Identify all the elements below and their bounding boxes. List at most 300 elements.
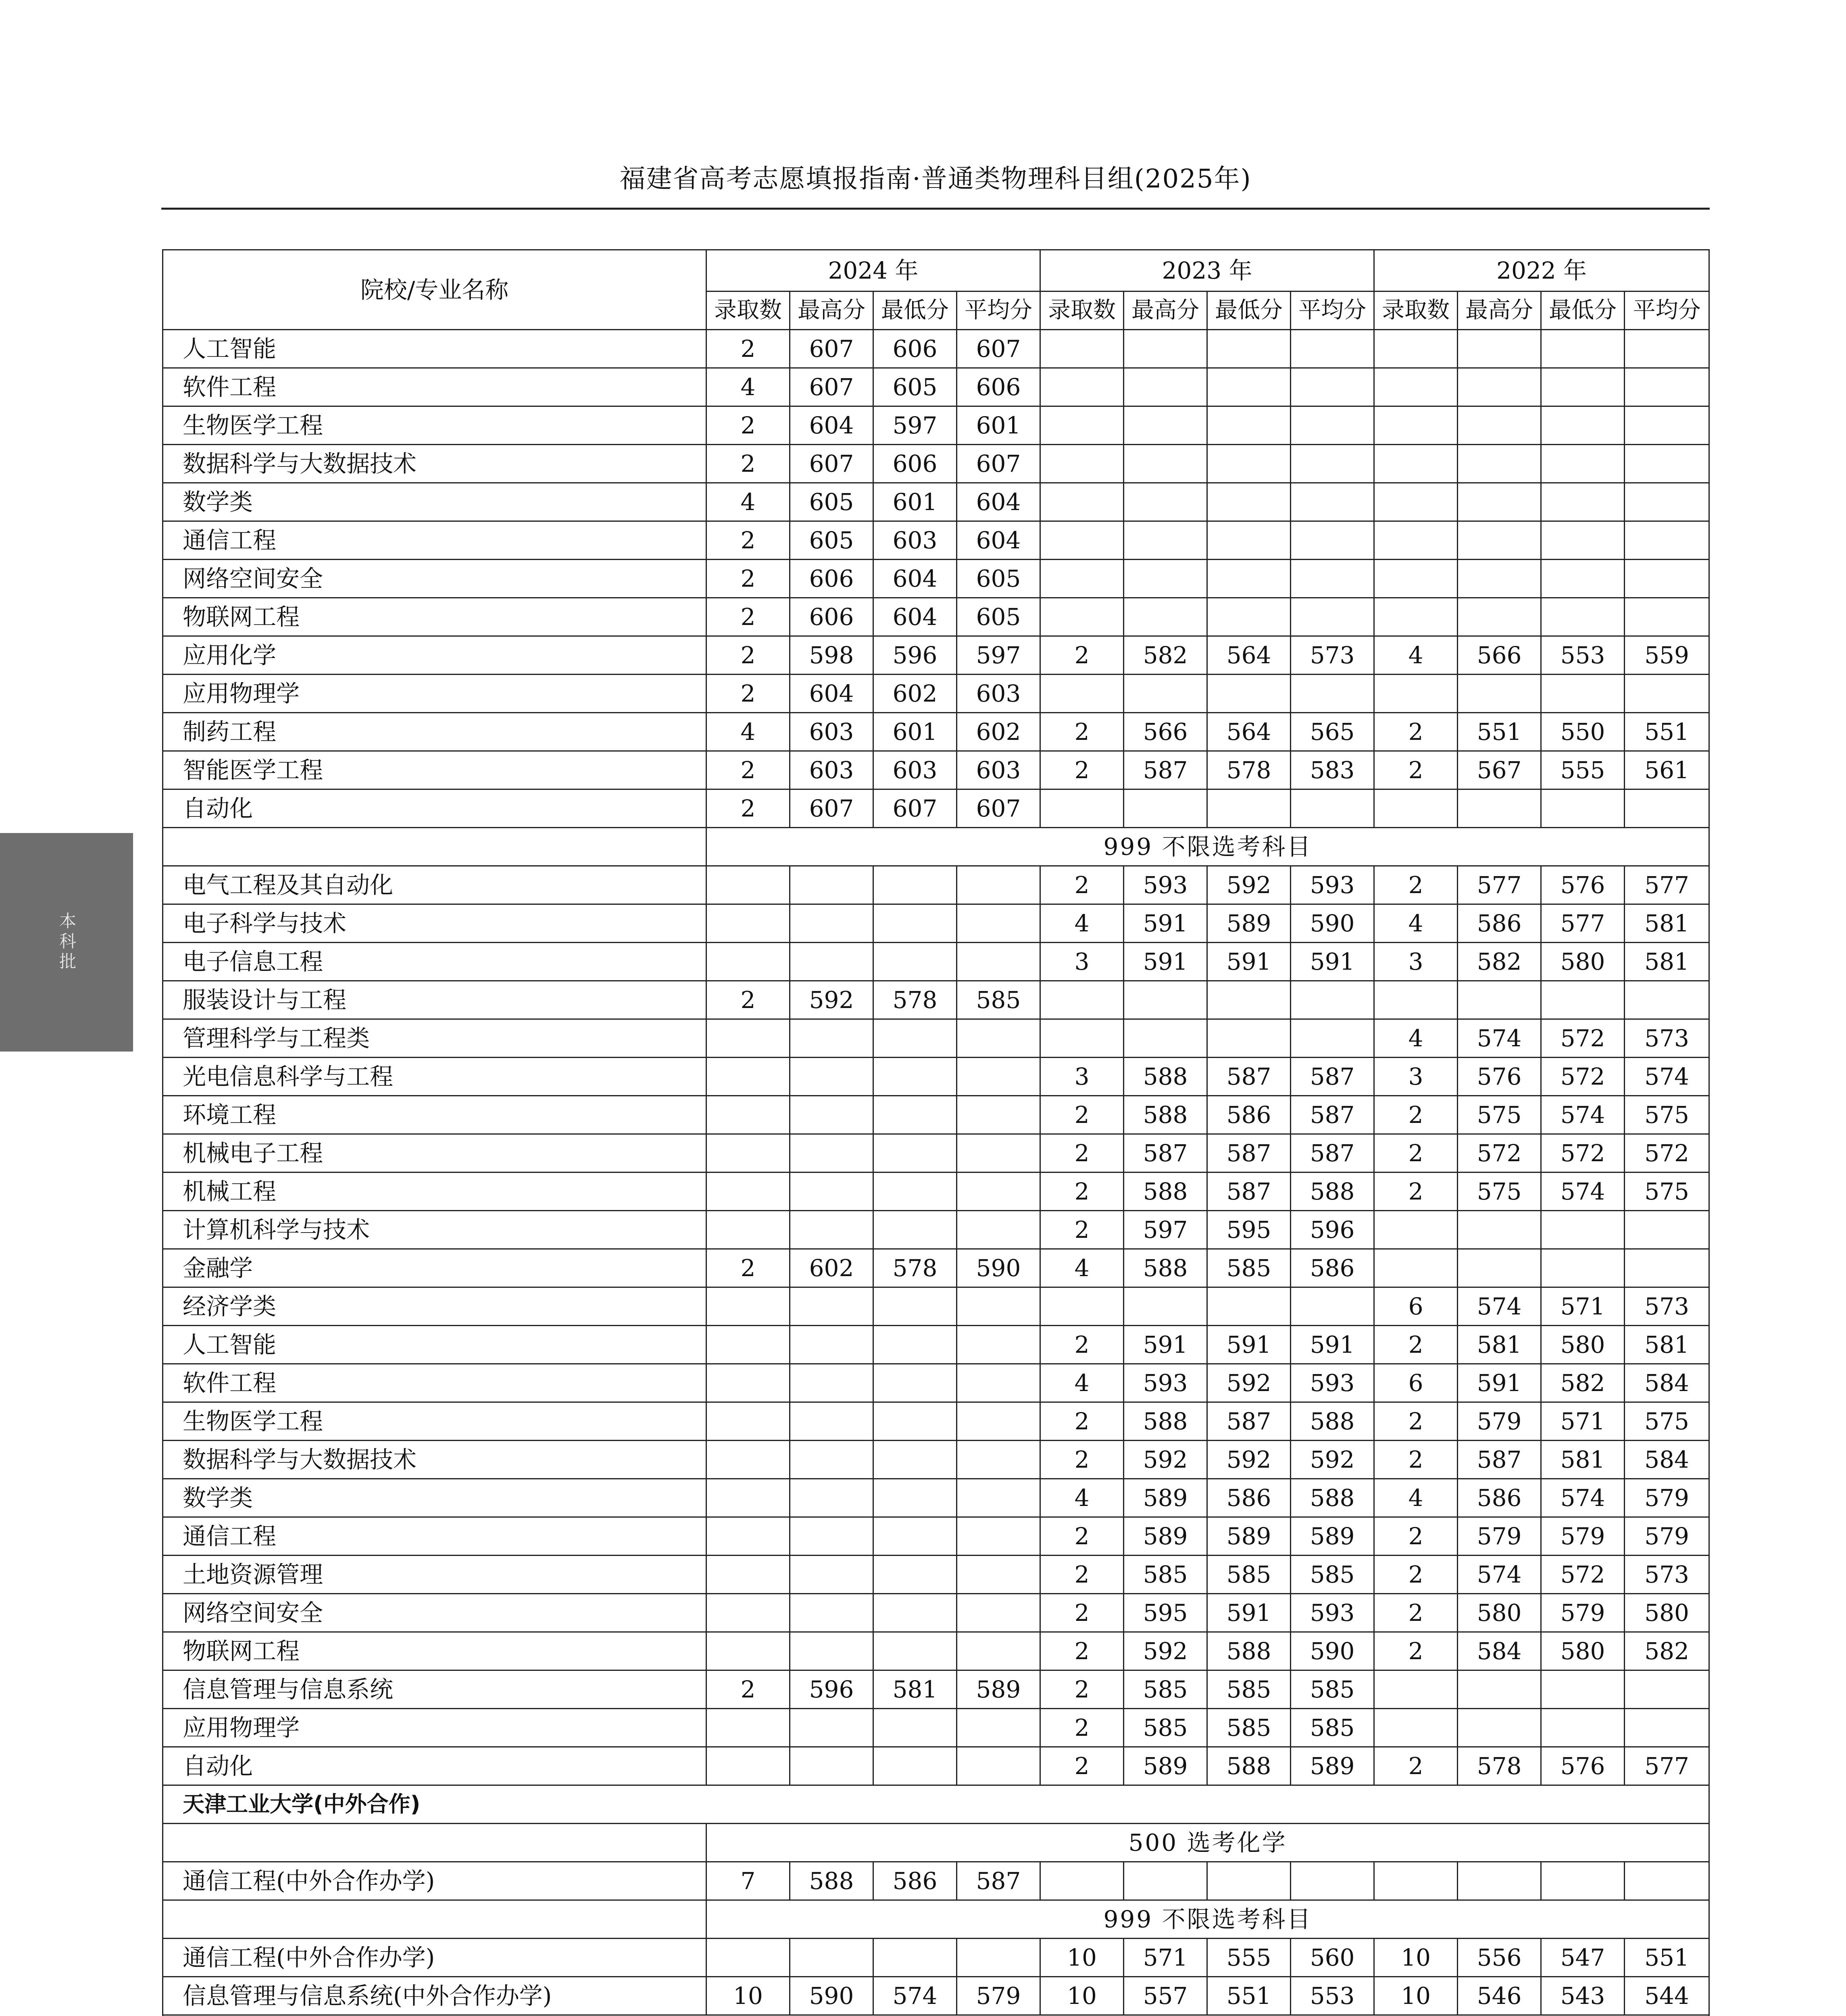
score-cell: 2 — [1374, 713, 1458, 751]
score-cell: 556 — [1458, 1939, 1541, 1977]
score-cell: 559 — [1625, 636, 1709, 675]
score-cell: 6 — [1374, 1364, 1458, 1402]
score-cell: 591 — [1124, 1326, 1207, 1364]
score-cell — [873, 1402, 957, 1441]
score-cell: 604 — [957, 521, 1040, 560]
score-cell: 574 — [1541, 1173, 1625, 1211]
score-cell: 2 — [1374, 1517, 1458, 1556]
score-cell — [957, 1134, 1040, 1173]
score-cell: 581 — [1625, 904, 1709, 943]
side-tab — [0, 833, 133, 1052]
score-cell — [1124, 1287, 1207, 1326]
score-cell: 2 — [706, 330, 790, 368]
score-cell: 589 — [1207, 904, 1291, 943]
score-cell: 581 — [1625, 943, 1709, 981]
major-name: 数学类 — [163, 483, 706, 521]
score-cell: 587 — [1124, 751, 1207, 789]
score-cell — [1124, 1019, 1207, 1058]
score-cell — [1207, 598, 1291, 636]
table-row — [163, 598, 1709, 636]
score-cell — [1040, 789, 1124, 828]
score-cell: 2 — [1374, 1173, 1458, 1211]
score-cell: 604 — [790, 406, 873, 445]
score-cell — [1207, 981, 1291, 1019]
score-cell: 4 — [1040, 1479, 1124, 1517]
major-name: 软件工程 — [163, 1364, 706, 1402]
score-cell: 573 — [1625, 1019, 1709, 1058]
score-cell: 592 — [1124, 1441, 1207, 1479]
score-cell: 577 — [1625, 1747, 1709, 1785]
score-cell: 2 — [706, 598, 790, 636]
table-row — [163, 1134, 1709, 1173]
score-cell — [957, 904, 1040, 943]
table-row — [163, 1364, 1709, 1402]
major-name: 智能医学工程 — [163, 751, 706, 789]
score-cell: 580 — [1458, 1594, 1541, 1632]
score-cell: 581 — [1625, 1326, 1709, 1364]
major-name: 环境工程 — [163, 1096, 706, 1134]
score-cell — [790, 1709, 873, 1747]
score-cell: 585 — [1207, 1556, 1291, 1594]
score-cell — [790, 943, 873, 981]
score-cell: 2 — [1040, 1670, 1124, 1709]
score-cell — [1458, 483, 1541, 521]
table-row — [163, 1670, 1709, 1709]
score-cell: 588 — [1291, 1479, 1374, 1517]
score-cell: 588 — [1207, 1632, 1291, 1670]
major-name: 生物医学工程 — [163, 406, 706, 445]
score-cell: 601 — [957, 406, 1040, 445]
score-cell: 575 — [1625, 1173, 1709, 1211]
score-cell — [1291, 368, 1374, 406]
score-cell: 574 — [1625, 1058, 1709, 1096]
score-cell — [1291, 560, 1374, 598]
score-cell: 2 — [1040, 1326, 1124, 1364]
score-cell: 2 — [1374, 751, 1458, 789]
score-cell: 550 — [1541, 713, 1625, 751]
score-cell — [1291, 1287, 1374, 1326]
score-cell — [790, 1594, 873, 1632]
score-cell — [1625, 981, 1709, 1019]
score-cell: 576 — [1541, 866, 1625, 904]
score-cell: 4 — [1040, 1249, 1124, 1287]
major-name: 通信工程 — [163, 1517, 706, 1556]
subject-requirement-row — [163, 1900, 1709, 1939]
table-row — [163, 1058, 1709, 1096]
score-cell — [1291, 406, 1374, 445]
table-row — [163, 1402, 1709, 1441]
score-cell: 606 — [790, 560, 873, 598]
score-cell — [706, 1479, 790, 1517]
score-cell: 601 — [873, 713, 957, 751]
score-cell: 595 — [1207, 1211, 1291, 1249]
score-cell: 4 — [706, 713, 790, 751]
score-cell: 604 — [790, 675, 873, 713]
score-cell: 603 — [957, 675, 1040, 713]
score-cell: 4 — [1040, 904, 1124, 943]
score-cell: 2 — [706, 560, 790, 598]
score-cell — [1124, 368, 1207, 406]
score-cell: 603 — [873, 751, 957, 789]
score-cell: 591 — [1124, 904, 1207, 943]
score-cell — [706, 1594, 790, 1632]
score-cell — [1625, 521, 1709, 560]
score-cell: 590 — [1291, 904, 1374, 943]
score-cell: 10 — [706, 1977, 790, 2015]
score-cell: 589 — [1124, 1747, 1207, 1785]
score-cell: 2 — [1040, 1632, 1124, 1670]
score-cell — [1207, 789, 1291, 828]
score-cell — [1124, 445, 1207, 483]
sub-header-avg: 平均分 — [1291, 292, 1374, 330]
major-name: 物联网工程 — [163, 1632, 706, 1670]
score-cell: 589 — [1291, 1517, 1374, 1556]
score-cell: 555 — [1207, 1939, 1291, 1977]
sub-header-min: 最低分 — [873, 292, 957, 330]
score-cell: 580 — [1541, 1632, 1625, 1670]
score-cell: 605 — [957, 560, 1040, 598]
score-cell: 593 — [1124, 1364, 1207, 1402]
score-cell: 2 — [1040, 1594, 1124, 1632]
score-cell: 592 — [1207, 1441, 1291, 1479]
score-cell — [1458, 445, 1541, 483]
score-cell — [790, 1479, 873, 1517]
score-cell: 582 — [1625, 1632, 1709, 1670]
score-cell: 587 — [1291, 1058, 1374, 1096]
score-cell — [957, 1211, 1040, 1249]
year-header-2024: 2024 年 — [706, 250, 1040, 292]
score-cell — [790, 866, 873, 904]
major-name: 物联网工程 — [163, 598, 706, 636]
score-cell — [790, 1019, 873, 1058]
score-cell: 602 — [873, 675, 957, 713]
score-cell — [873, 1517, 957, 1556]
table-row — [163, 1594, 1709, 1632]
score-cell: 551 — [1207, 1977, 1291, 2015]
score-cell: 2 — [1374, 1402, 1458, 1441]
score-cell: 2 — [1040, 1556, 1124, 1594]
score-cell — [1207, 406, 1291, 445]
score-cell: 2 — [1040, 1173, 1124, 1211]
score-cell — [1374, 1862, 1458, 1900]
score-cell: 607 — [790, 789, 873, 828]
score-cell — [873, 1709, 957, 1747]
score-cell — [706, 1326, 790, 1364]
score-cell: 3 — [1040, 1058, 1124, 1096]
score-cell: 607 — [790, 368, 873, 406]
score-cell: 546 — [1458, 1977, 1541, 2015]
blank-cell — [163, 1900, 706, 1939]
score-cell: 573 — [1625, 1556, 1709, 1594]
table-row — [163, 1479, 1709, 1517]
score-cell — [1625, 560, 1709, 598]
score-cell: 597 — [1124, 1211, 1207, 1249]
table-row — [163, 943, 1709, 981]
table-row — [163, 1747, 1709, 1785]
score-cell: 598 — [790, 636, 873, 675]
sub-header-avg: 平均分 — [1625, 292, 1709, 330]
score-cell — [1124, 598, 1207, 636]
score-cell: 2 — [706, 521, 790, 560]
score-cell: 2 — [706, 1249, 790, 1287]
score-cell — [1541, 560, 1625, 598]
score-cell: 578 — [873, 981, 957, 1019]
table-row — [163, 1862, 1709, 1900]
score-cell: 591 — [1124, 943, 1207, 981]
major-name: 自动化 — [163, 789, 706, 828]
table-row — [163, 1249, 1709, 1287]
score-cell: 2 — [1040, 1709, 1124, 1747]
sub-header-max: 最高分 — [790, 292, 873, 330]
score-cell — [1374, 521, 1458, 560]
table-row — [163, 1517, 1709, 1556]
score-cell — [873, 904, 957, 943]
score-cell: 574 — [873, 1977, 957, 2015]
score-cell: 586 — [1207, 1096, 1291, 1134]
score-cell — [706, 1939, 790, 1977]
table-row — [163, 445, 1709, 483]
major-name: 生物医学工程 — [163, 1402, 706, 1441]
score-cell — [1541, 981, 1625, 1019]
score-cell: 10 — [1374, 1939, 1458, 1977]
score-cell — [1541, 368, 1625, 406]
score-cell — [1625, 368, 1709, 406]
score-cell: 584 — [1625, 1364, 1709, 1402]
score-cell — [706, 1134, 790, 1173]
score-cell — [1374, 981, 1458, 1019]
score-cell — [1040, 598, 1124, 636]
score-cell: 581 — [873, 1670, 957, 1709]
score-cell — [1541, 789, 1625, 828]
score-cell: 592 — [1207, 866, 1291, 904]
score-cell — [1625, 483, 1709, 521]
table-row — [163, 1977, 1709, 2015]
score-cell — [1374, 1709, 1458, 1747]
score-cell — [1541, 1249, 1625, 1287]
major-name: 管理科学与工程类 — [163, 1019, 706, 1058]
score-cell — [1207, 1287, 1291, 1326]
table-row — [163, 981, 1709, 1019]
score-cell: 605 — [957, 598, 1040, 636]
table-row — [163, 751, 1709, 789]
major-name: 应用化学 — [163, 636, 706, 675]
score-cell: 603 — [957, 751, 1040, 789]
score-cell — [1374, 445, 1458, 483]
score-cell: 585 — [1207, 1709, 1291, 1747]
blank-cell — [163, 1824, 706, 1862]
score-cell: 579 — [1625, 1479, 1709, 1517]
score-cell — [706, 1556, 790, 1594]
score-cell: 580 — [1541, 1326, 1625, 1364]
score-cell — [1541, 675, 1625, 713]
score-cell: 560 — [1291, 1939, 1374, 1977]
score-cell: 586 — [1458, 904, 1541, 943]
major-name: 应用物理学 — [163, 675, 706, 713]
score-cell — [873, 943, 957, 981]
table-row — [163, 1019, 1709, 1058]
score-cell — [1625, 330, 1709, 368]
score-cell: 3 — [1374, 1058, 1458, 1096]
major-name: 电子信息工程 — [163, 943, 706, 981]
score-cell: 4 — [1374, 1479, 1458, 1517]
score-cell — [1625, 1709, 1709, 1747]
score-cell: 2 — [1040, 1096, 1124, 1134]
score-cell — [1207, 483, 1291, 521]
score-cell — [1124, 981, 1207, 1019]
score-cell: 591 — [1207, 1326, 1291, 1364]
score-cell: 587 — [957, 1862, 1040, 1900]
score-cell — [1374, 560, 1458, 598]
score-cell: 551 — [1625, 713, 1709, 751]
score-cell — [706, 1441, 790, 1479]
score-cell: 584 — [1458, 1632, 1541, 1670]
score-cell: 3 — [1374, 943, 1458, 981]
score-cell: 4 — [706, 483, 790, 521]
score-cell: 581 — [1458, 1326, 1541, 1364]
table-body — [163, 330, 1709, 2016]
table-row — [163, 560, 1709, 598]
score-cell: 553 — [1541, 636, 1625, 675]
score-cell — [1374, 1249, 1458, 1287]
score-cell — [790, 1173, 873, 1211]
table-row — [163, 1096, 1709, 1134]
score-cell: 585 — [1124, 1709, 1207, 1747]
score-cell — [1207, 521, 1291, 560]
score-cell — [957, 1019, 1040, 1058]
score-cell: 2 — [1374, 1594, 1458, 1632]
score-cell: 577 — [1625, 866, 1709, 904]
score-cell: 588 — [1124, 1173, 1207, 1211]
score-cell: 603 — [790, 713, 873, 751]
score-cell: 2 — [1040, 1441, 1124, 1479]
score-cell — [957, 1709, 1040, 1747]
score-cell: 547 — [1541, 1939, 1625, 1977]
score-cell — [957, 1441, 1040, 1479]
score-cell: 607 — [873, 789, 957, 828]
score-cell: 572 — [1541, 1058, 1625, 1096]
major-name: 信息管理与信息系统 — [163, 1670, 706, 1709]
score-cell: 2 — [1040, 1134, 1124, 1173]
score-cell: 607 — [957, 445, 1040, 483]
score-cell — [790, 1402, 873, 1441]
score-cell — [790, 1364, 873, 1402]
score-cell: 2 — [1040, 1402, 1124, 1441]
score-cell: 576 — [1541, 1747, 1625, 1785]
blank-cell — [163, 828, 706, 866]
major-name: 制药工程 — [163, 713, 706, 751]
score-cell — [957, 1287, 1040, 1326]
score-cell: 587 — [1207, 1134, 1291, 1173]
score-cell — [1124, 560, 1207, 598]
score-cell — [1207, 368, 1291, 406]
score-cell: 579 — [1458, 1517, 1541, 1556]
score-cell: 557 — [1124, 1977, 1207, 2015]
score-cell: 579 — [1541, 1517, 1625, 1556]
score-cell — [1291, 521, 1374, 560]
score-cell: 597 — [873, 406, 957, 445]
score-cell: 553 — [1291, 1977, 1374, 2015]
score-cell — [1207, 1019, 1291, 1058]
score-cell: 578 — [873, 1249, 957, 1287]
score-cell: 591 — [1207, 1594, 1291, 1632]
score-cell — [1291, 675, 1374, 713]
score-cell — [1625, 1670, 1709, 1709]
score-cell — [1374, 368, 1458, 406]
score-cell — [1458, 1709, 1541, 1747]
score-cell: 582 — [1458, 943, 1541, 981]
table-row — [163, 406, 1709, 445]
score-cell — [1291, 981, 1374, 1019]
table-row — [163, 521, 1709, 560]
score-cell: 595 — [1124, 1594, 1207, 1632]
score-cell — [957, 1594, 1040, 1632]
score-cell — [1458, 598, 1541, 636]
score-cell: 593 — [1291, 866, 1374, 904]
score-cell — [706, 1364, 790, 1402]
score-cell: 2 — [1040, 1517, 1124, 1556]
score-cell: 2 — [1040, 713, 1124, 751]
score-cell — [957, 1517, 1040, 1556]
score-cell — [790, 1747, 873, 1785]
score-cell: 585 — [957, 981, 1040, 1019]
score-cell: 555 — [1541, 751, 1625, 789]
score-cell — [957, 1402, 1040, 1441]
score-cell — [1541, 1670, 1625, 1709]
score-cell — [873, 1326, 957, 1364]
score-cell — [1124, 330, 1207, 368]
score-cell: 2 — [1374, 866, 1458, 904]
score-cell — [1040, 675, 1124, 713]
score-cell — [1291, 1862, 1374, 1900]
score-cell — [873, 1058, 957, 1096]
score-cell: 587 — [1291, 1134, 1374, 1173]
major-name: 数学类 — [163, 1479, 706, 1517]
score-cell — [1291, 789, 1374, 828]
table-row — [163, 1556, 1709, 1594]
sub-header-min: 最低分 — [1207, 292, 1291, 330]
major-name: 经济学类 — [163, 1287, 706, 1326]
score-cell: 588 — [1124, 1096, 1207, 1134]
score-cell: 593 — [1291, 1364, 1374, 1402]
score-cell: 589 — [1124, 1479, 1207, 1517]
score-cell — [790, 1441, 873, 1479]
score-cell: 551 — [1458, 713, 1541, 751]
score-cell: 2 — [706, 751, 790, 789]
score-cell — [706, 1402, 790, 1441]
score-cell: 2 — [1374, 1134, 1458, 1173]
score-cell — [1040, 1287, 1124, 1326]
score-cell — [1124, 521, 1207, 560]
major-name: 信息管理与信息系统(中外合作办学) — [163, 1977, 706, 2015]
major-name: 通信工程(中外合作办学) — [163, 1939, 706, 1977]
score-cell: 591 — [1291, 1326, 1374, 1364]
score-cell — [957, 1173, 1040, 1211]
score-cell: 4 — [706, 368, 790, 406]
score-cell — [706, 1517, 790, 1556]
subject-requirement: 999 不限选考科目 — [706, 828, 1709, 866]
score-cell — [790, 1326, 873, 1364]
score-cell — [706, 1173, 790, 1211]
score-cell — [1458, 368, 1541, 406]
score-cell: 597 — [957, 636, 1040, 675]
score-cell: 603 — [873, 521, 957, 560]
score-cell — [1207, 675, 1291, 713]
major-name: 自动化 — [163, 1747, 706, 1785]
score-cell: 585 — [1291, 1556, 1374, 1594]
score-cell: 10 — [1040, 1977, 1124, 2015]
score-cell: 575 — [1458, 1096, 1541, 1134]
score-cell — [1374, 330, 1458, 368]
